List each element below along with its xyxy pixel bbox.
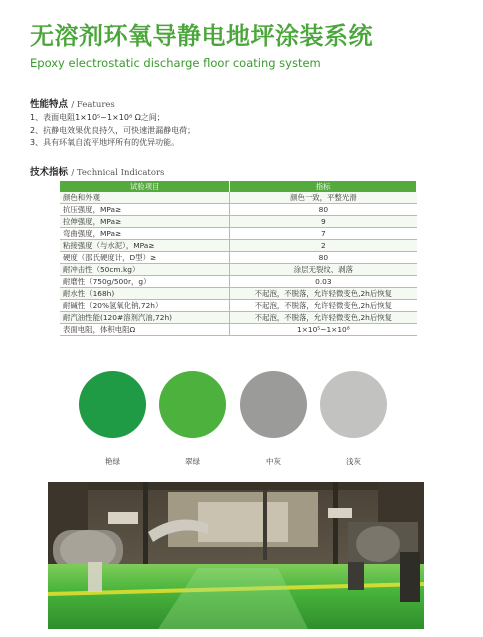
swatch-bright-green	[79, 371, 146, 438]
row-value: 2	[230, 240, 417, 252]
page-subtitle: Epoxy electrostatic discharge floor coating system	[30, 56, 321, 70]
row-value: 不起泡，不脱落，允许轻微变色,2h后恢复	[230, 312, 417, 324]
row-item: 耐冲击性（50cm.kg）	[60, 264, 230, 276]
table-row	[60, 312, 417, 324]
table-row	[60, 252, 417, 264]
row-item: 表面电阻，体积电阻Ω	[60, 324, 230, 336]
feature-item: 3、具有环氧自流平地坪所有的优异功能。	[30, 138, 180, 147]
indicators-heading-cn: 技术指标	[30, 167, 69, 178]
row-value: 7	[230, 228, 417, 240]
feature-item: 2、抗静电效果优良持久，可快速泄漏静电荷；	[30, 125, 196, 135]
row-value: 不起泡，不脱落，允许轻微变色,2h后恢复	[230, 288, 417, 300]
feature-item: 1、表面电阻1×10⁵~1×10⁸ Ω之间；	[30, 113, 165, 122]
row-value: 80	[230, 252, 417, 264]
table-row	[60, 216, 417, 228]
table-row	[60, 300, 417, 312]
table-row	[60, 264, 417, 276]
features-heading	[30, 98, 115, 112]
table-row	[60, 240, 417, 252]
swatch-medium-gray	[240, 371, 307, 438]
indicators-table	[60, 181, 417, 336]
swatch-label: 翠绿	[185, 457, 200, 466]
page-title: 无溶剂环氧导静电地坪涂装系统	[30, 22, 373, 50]
features-list	[30, 112, 195, 150]
row-value: 0.03	[230, 276, 417, 288]
row-item: 弯曲强度，MPa≥	[60, 228, 230, 240]
swatch-label: 浅灰	[346, 457, 361, 466]
swatch-label: 艳绿	[105, 457, 120, 466]
row-value: 涂层无裂纹、剥落	[230, 264, 417, 276]
row-value: 9	[230, 216, 417, 228]
row-value: 不起泡，不脱落，允许轻微变色,2h后恢复	[230, 300, 417, 312]
table-row	[60, 288, 417, 300]
row-item: 颜色和外观	[60, 192, 230, 204]
table-row	[60, 192, 417, 204]
features-heading-en: / Features	[71, 100, 115, 110]
swatch-emerald-green	[159, 371, 226, 438]
table-row	[60, 276, 417, 288]
table-row	[60, 228, 417, 240]
row-value: 1×10⁵~1×10⁸	[230, 324, 417, 336]
table-row	[60, 324, 417, 336]
row-item: 粘接强度（与水泥），MPa≥	[60, 240, 230, 252]
column-header-value: 指标	[230, 181, 417, 192]
row-item: 耐水性（168h)	[60, 288, 230, 300]
factory-floor-photo	[48, 482, 424, 629]
row-item: 抗压强度，MPa≥	[60, 204, 230, 216]
row-item: 耐碱性（20%氢氧化钠,72h）	[60, 300, 230, 312]
row-item: 耐磨性（750g/500r，g）	[60, 276, 230, 288]
row-item: 拉伸强度，MPa≥	[60, 216, 230, 228]
row-item: 硬度（邵氏硬度计，D型）≥	[60, 252, 230, 264]
column-header-item: 试验项目	[60, 181, 230, 192]
indicators-heading-en: / Technical Indicators	[71, 168, 165, 178]
swatch-label: 中灰	[266, 457, 281, 466]
swatch-light-gray	[320, 371, 387, 438]
table-header-row	[60, 181, 417, 192]
row-value: 颜色一致，平整光滑	[230, 192, 417, 204]
row-value: 80	[230, 204, 417, 216]
row-item: 耐汽油性能(120#溶剂汽油,72h)	[60, 312, 230, 324]
indicators-heading	[30, 166, 164, 180]
features-heading-cn: 性能特点	[30, 99, 69, 110]
table-row	[60, 204, 417, 216]
